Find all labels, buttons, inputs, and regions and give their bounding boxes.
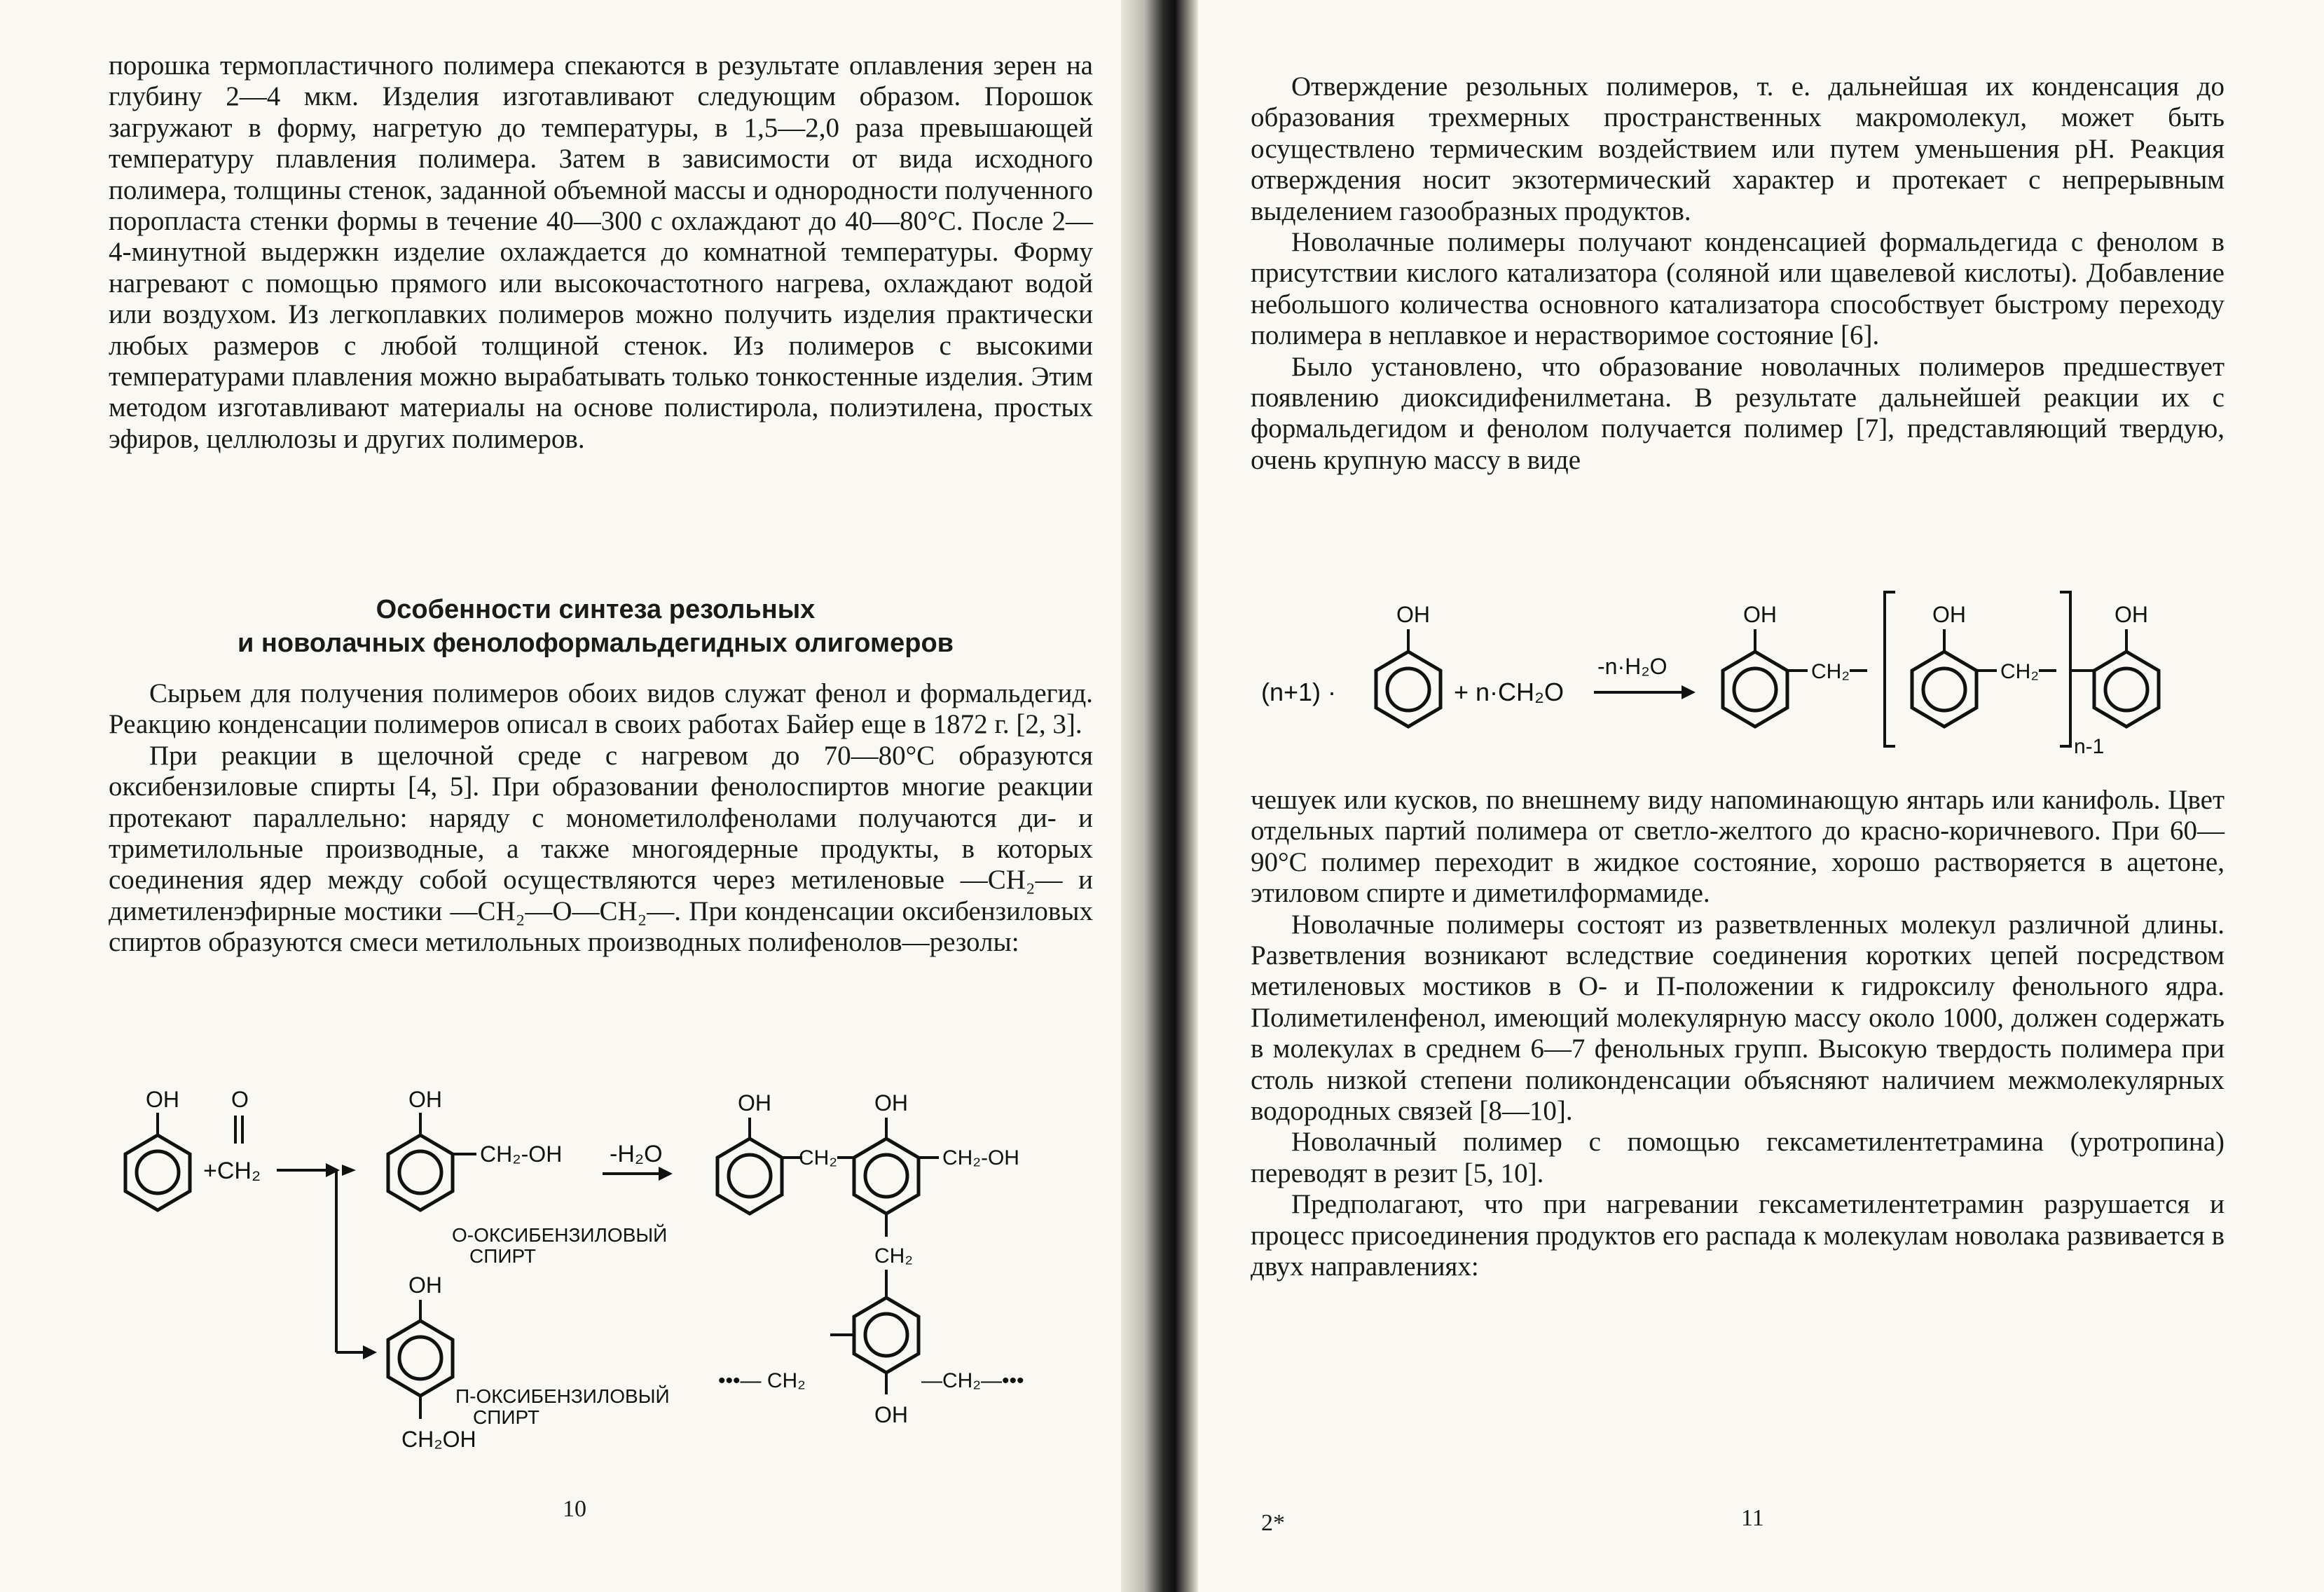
section-heading-line-2: и новолачных фенолоформальдегидных олигомеров	[237, 629, 954, 658]
ortho-hydroxybenzyl-alcohol	[388, 1087, 667, 1267]
left-text-bottom	[109, 678, 1093, 959]
para-ch2oh-label: CH₂OH	[401, 1427, 476, 1452]
equation-ch2-1: CH₂	[1811, 660, 1850, 683]
phenol-ring	[125, 1087, 190, 1210]
equation-repeat-index: n-1	[2074, 735, 2105, 758]
equation-oh-1: OH	[1396, 602, 1430, 627]
left-paragraph-3: При реакции в щелочной среде с нагревом до 70—80°С образуются оксибензиловые спирты [4, 5]. При образовании фенолоспиртов многие реакции протекают параллельно: наряду с монометилолфенолами получаются ди- и триметилольные производные, а также многоядерные продукты, в которых соединения ядер между собой осуществляются через метиленовые —СН₂— и диметиленэфирные мостики —СН₂—О—СН₂—. При конденсации оксибензиловых спиртов образуются смеси метилольных производных полифенолов—резолы:	[109, 740, 1093, 958]
equation-oh-4: OH	[2115, 602, 2148, 627]
ortho-oh-label: OH	[408, 1087, 442, 1112]
water-loss-label: -H₂O	[610, 1141, 663, 1167]
right-paragraph-5: Новолачные полимеры состоят из разветвленных молекул различной длины. Разветвления возникают вследствие соединения коротких цепей посредством метиленовых мостиков в О- и П-положении к гидроксилу фенольного ядра. Полиметиленфенол, имеющий молекулярную массу около 1000, должен содержать в молекулах в среднем 6—7 фенольных групп. Высокую твердость полимера при столь низкой степени поликонденсации объясняют наличием межмолекулярных водородных связей [8—10].	[1251, 909, 2225, 1127]
right-paragraph-4: чешуек или кусков, по внешнему виду напоминающую янтарь или канифоль. Цвет отдельных партий полимера от светло-желтого до красно-коричневого. При 60—90°С полимер переходит в жидкое состояние, хорошо растворяется в ацетоне, этиловом спирте и диметилформамиде.	[1251, 785, 2225, 909]
para-label-line-1: П-ОКСИБЕНЗИЛОВЫЙ	[455, 1385, 670, 1407]
product-oh-2: OH	[874, 1090, 908, 1116]
right-page-number: 11	[1741, 1505, 1764, 1531]
product-ch2oh: CH₂-OH	[942, 1146, 1019, 1169]
right-text-top	[1251, 71, 2225, 476]
ortho-label-line-2: СПИРТ	[469, 1245, 536, 1267]
resol-product	[717, 1090, 1024, 1427]
para-hydroxybenzyl-alcohol	[388, 1272, 670, 1452]
section-heading-line-1: Особенности синтеза резольных	[376, 595, 816, 624]
equation-ch2-2: CH₂	[2000, 660, 2039, 683]
equation-water-loss: -n·H₂O	[1597, 654, 1668, 679]
equation-oh-2: OH	[1743, 602, 1777, 627]
right-paragraph-7: Предполагают, что при нагревании гексаметилентетрамин разрушается и процесс присоединения продуктов его распада к молекулам новолака развивается в двух направлениях:	[1251, 1189, 2225, 1282]
right-paragraph-6: Новолачный полимер с помощью гексаметилентетрамина (уротропина) переводят в резит [5, 10].	[1251, 1127, 2225, 1188]
right-paragraph-1: Отверждение резольных полимеров, т. е. дальнейшая их конденсация до образования трехмерных пространственных макромолекул, может быть осуществлено термическим воздействием или путем уменьшения рН. Реакция отверждения носит экзотермический характер и протекает с непрерывным выделением газообразных продуктов.	[1251, 71, 2225, 226]
left-paragraph-1: порошка термопластичного полимера спекаются в результате оплавления зерен на глубину 2—4 мкм. Изделия изготавливают следующим образом. Порошок загружают в форму, нагретую до температуры, в 1,5—2,0 раза превышающей температуру плавления полимера. Затем в зависимости от вида исходного полимера, толщины стенок, заданной объемной массы и однородности полученного поропласта стенки формы в течение 40—300 с охлаждают до 40—80°С. После 2—4-минутной выдержкн изделие охлаждается до комнатной температуры. Форму нагревают с помощью прямого или высокочастотного нагрева, охлаждают водой или воздухом. Из легкоплавких полимеров можно получить изделия практически любых размеров с любой толщиной стенок. Из полимеров с высокими температурами плавления можно вырабатывать только тонкостенные изделия. Этим методом изготавливают материалы на основе полистирола, полиэтилена, простых эфиров, целлюлозы и других полимеров.	[109, 50, 1093, 454]
equation-phenol	[1376, 602, 1441, 727]
para-label-line-2: СПИРТ	[473, 1406, 539, 1428]
right-text-bottom	[1251, 785, 2225, 1283]
formaldehyde-label: +CH₂	[203, 1158, 261, 1184]
left-text-top	[109, 50, 1093, 455]
phenol-oh-label: OH	[146, 1087, 179, 1112]
product-oh-3: OH	[874, 1402, 908, 1427]
novolac-product	[1723, 592, 2159, 758]
product-bridge-1: CH₂	[799, 1146, 837, 1169]
equation-formaldehyde: + n·CH₂O	[1454, 678, 1565, 706]
resol-reaction-scheme	[98, 1079, 1093, 1471]
right-paragraph-2: Новолачные полимеры получают конденсацией формальдегида с фенолом в присутствии кислого катализатора (соляной или щавелевой кислоты). Добавление небольшого количества основного катализатора способствует быстрому переходу полимера в неплавкое и нерастворимое состояние [6].	[1251, 227, 2225, 351]
section-heading	[105, 593, 1086, 660]
equation-oh-3: OH	[1932, 602, 1966, 627]
para-oh-label: OH	[408, 1272, 442, 1298]
product-chain-right: —CH₂—•••	[921, 1369, 1024, 1392]
product-oh-1: OH	[738, 1090, 771, 1116]
left-page-number: 10	[563, 1496, 586, 1522]
ortho-ch2oh-label: CH₂-OH	[480, 1141, 563, 1167]
product-bridge-2: CH₂	[874, 1244, 913, 1268]
left-paragraph-2: Сырьем для получения полимеров обоих видов служат фенол и формальдегид. Реакцию конденсации полимеров описал в своих работах Байер еще в 1872 г. [2, 3].	[109, 678, 1093, 740]
equation-coefficient: (n+1) ·	[1261, 678, 1337, 706]
novolac-equation	[1254, 582, 2235, 764]
ortho-label-line-1: О-ОКСИБЕНЗИЛОВЫЙ	[452, 1224, 668, 1246]
carbonyl-o-label: O	[231, 1087, 249, 1112]
product-chain-left: •••— CH₂	[718, 1369, 806, 1392]
signature-mark: 2*	[1261, 1510, 1285, 1536]
book-spine	[1121, 0, 1198, 1592]
right-paragraph-3: Было установлено, что образование новолачных полимеров предшествует появлению диоксидифенилметана. В результате дальнейшей реакции их с формальдегидом и фенолом получается полимер [7], представляющий твердую, очень крупную массу в виде	[1251, 351, 2225, 475]
